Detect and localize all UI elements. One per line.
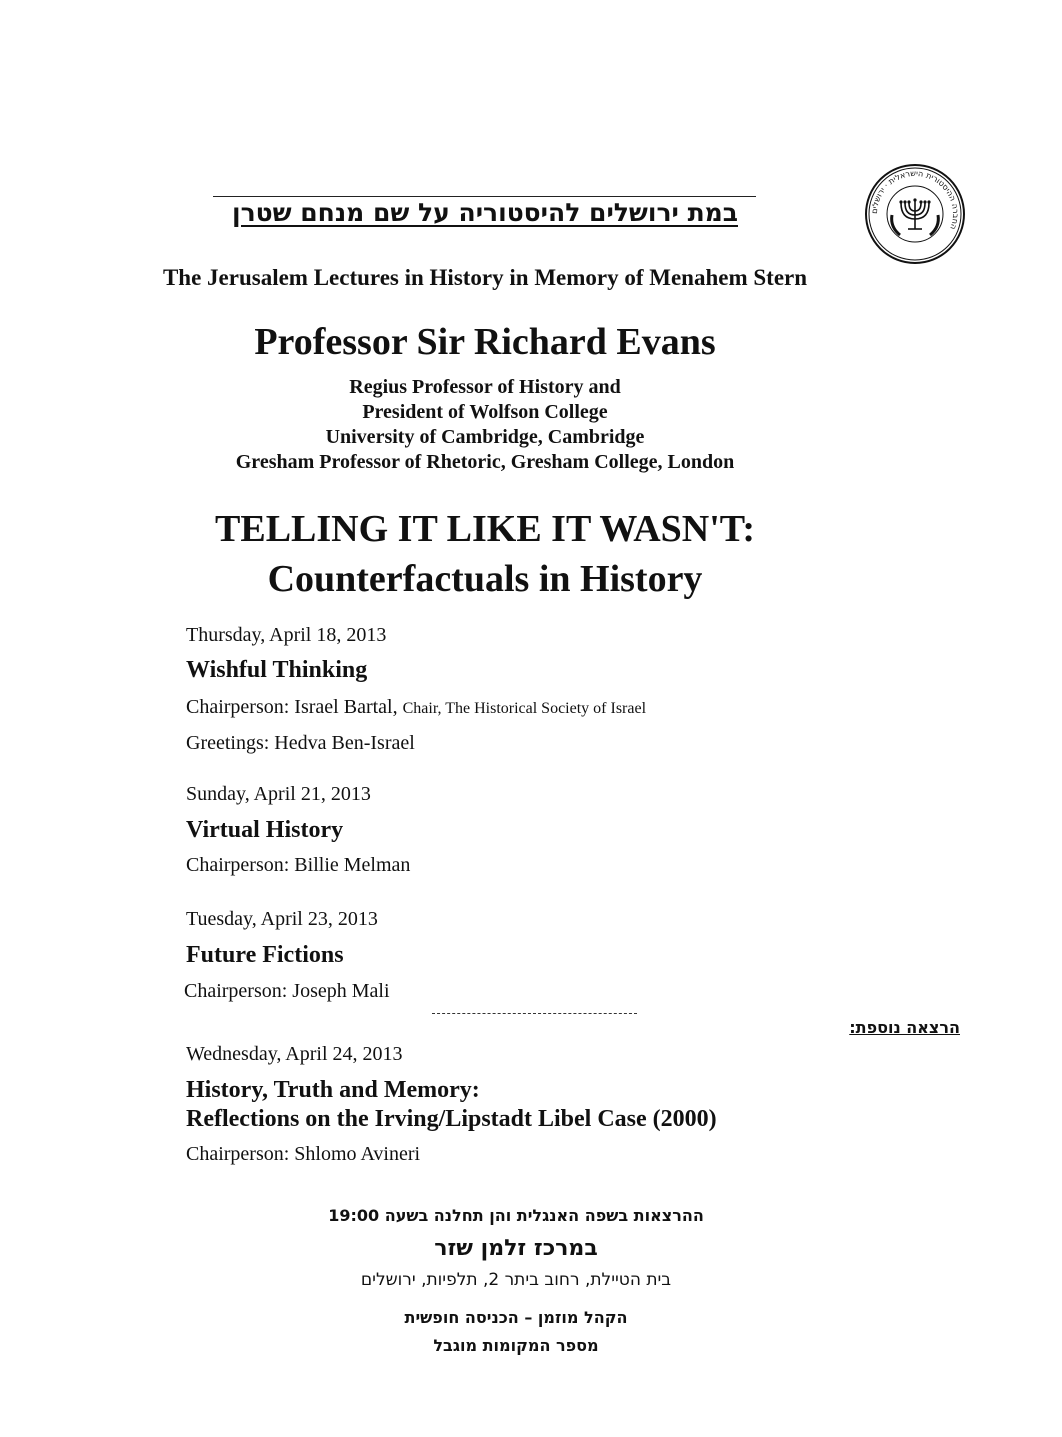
separator-dashed-line [432, 1013, 637, 1014]
lecture-3-title: Future Fictions [186, 942, 344, 968]
series-title-line-1: TELLING IT LIKE IT WASN'T: [215, 508, 755, 550]
speaker-title-line: President of Wolfson College [362, 401, 608, 423]
lecture-3-date: Tuesday, April 23, 2013 [186, 908, 378, 930]
footer-address: בית הטיילת, רחוב ביתר 2, תלפיות, ירושלים [360, 1270, 672, 1290]
lecture-2-date: Sunday, April 21, 2013 [186, 783, 371, 805]
lecture-4-title-line-2: Reflections on the Irving/Lipstadt Libel Case (2000) [186, 1106, 717, 1132]
footer-venue: במרכז זלמן שזר [434, 1236, 598, 1261]
lecture-4-date: Wednesday, April 24, 2013 [186, 1043, 403, 1065]
footer-limited-seating: מספר המקומות מוגבל [433, 1336, 599, 1355]
chairperson-text: Chairperson: Israel Bartal, [186, 696, 398, 718]
lecture-4-chairperson: Chairperson: Shlomo Avineri [186, 1143, 421, 1165]
lecture-series-title [0, 504, 970, 604]
society-seal-logo [864, 163, 966, 265]
header-rule [213, 196, 756, 197]
lecture-2-title: Virtual History [186, 817, 344, 843]
speaker-title-line: Regius Professor of History and [349, 376, 621, 398]
english-series-subtitle: The Jerusalem Lectures in History in Memory of Menahem Stern [162, 265, 808, 290]
speaker-titles [0, 375, 970, 475]
seal-emblem-icon [864, 163, 966, 265]
additional-lecture-label: הרצאה נוספת: [849, 1018, 960, 1037]
lecture-4-title-line-1: History, Truth and Memory: [186, 1077, 480, 1103]
lecture-1-greetings: Greetings: Hedva Ben-Israel [186, 732, 415, 754]
footer-public-entry: הקהל מוזמן – הכניסה חופשית [404, 1308, 628, 1327]
lecture-2-chairperson: Chairperson: Billie Melman [186, 854, 411, 876]
lecture-1-chairperson [186, 696, 646, 719]
lecture-3-chairperson: Chairperson: Joseph Mali [184, 980, 390, 1002]
speaker-title-line: Gresham Professor of Rhetoric, Gresham College, London [235, 451, 735, 473]
lecture-1-date: Thursday, April 18, 2013 [186, 624, 387, 646]
footer-time-line: ההרצאות בשפה האנגלית והן תחלנה בשעה 19:00 [328, 1206, 704, 1225]
chairperson-note: Chair, The Historical Society of Israel [402, 700, 647, 717]
series-title-line-2: Counterfactuals in History [267, 558, 703, 600]
lecture-4-title [186, 1076, 717, 1134]
hebrew-series-title: במת ירושלים להיסטוריה על שם מנחם שטרן [232, 198, 738, 227]
speaker-name: Professor Sir Richard Evans [254, 321, 716, 363]
speaker-title-line: University of Cambridge, Cambridge [325, 426, 645, 448]
svg-text:החברה ההיסטורית הישראלית · ירו: החברה ההיסטורית הישראלית · ירושלים [869, 168, 961, 231]
lecture-1-title: Wishful Thinking [186, 657, 368, 683]
